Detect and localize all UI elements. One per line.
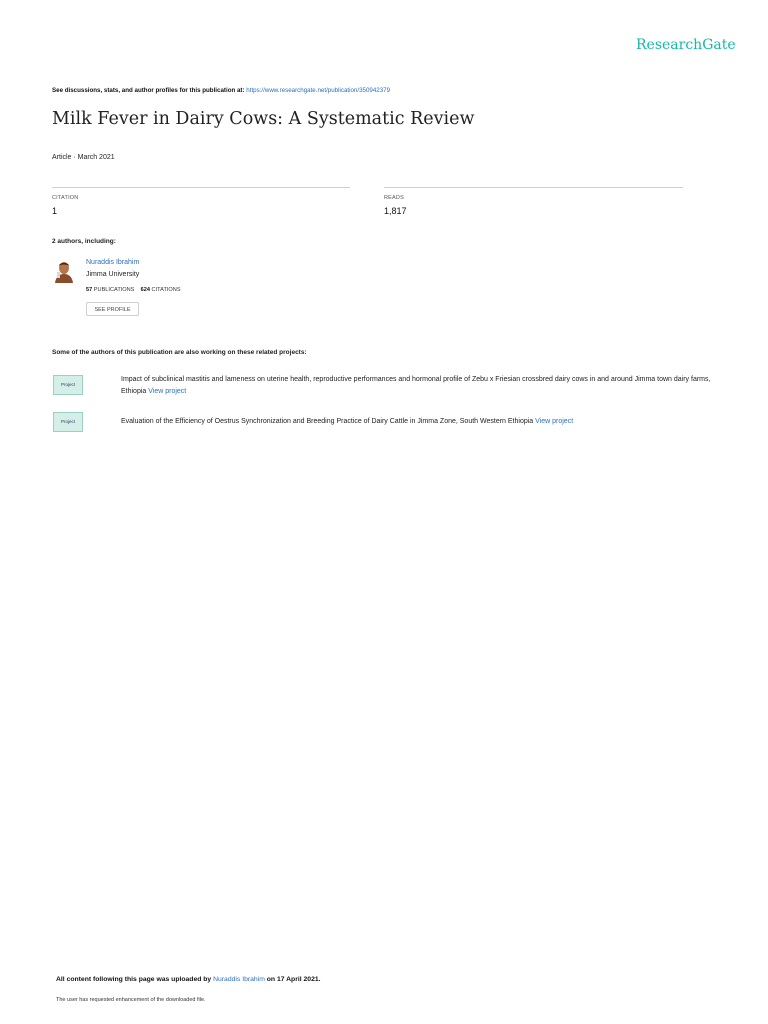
upload-notice — [56, 976, 321, 983]
upload-date: on 17 April 2021. — [266, 976, 321, 983]
uploader-link[interactable]: Nuraddis Ibrahim — [213, 976, 265, 983]
publication-url-link[interactable]: https://www.researchgate.net/publication/350942379 — [246, 87, 391, 94]
discussion-line — [52, 87, 390, 94]
project-description: Impact of subclinical mastitis and lameness on uterine health, reproductive performances and hormonal profile of Zebu x Friesian crossbred dairy cows in and around Jimma town dairy farms, Ethiopia — [121, 376, 711, 395]
related-projects-heading: Some of the authors of this publication are also working on these related projects: — [52, 349, 307, 356]
citation-label: CITATION — [52, 195, 79, 201]
citation-count: 1 — [52, 206, 58, 216]
publications-label: PUBLICATIONS — [93, 287, 135, 293]
project-thumbnail[interactable]: Project — [53, 375, 83, 395]
project-item — [121, 416, 721, 428]
publication-meta: Article · March 2021 — [52, 154, 115, 161]
author-avatar[interactable] — [53, 259, 75, 283]
upload-prefix: All content following this page was uploaded by — [56, 976, 212, 983]
enhancement-note: The user has requested enhancement of the downloaded file. — [56, 997, 206, 1003]
authors-heading: 2 authors, including: — [52, 238, 116, 245]
reads-label: READS — [384, 195, 404, 201]
author-institution: Jimma University — [86, 271, 140, 278]
reads-divider — [384, 187, 683, 188]
view-project-link[interactable]: View project — [535, 418, 574, 425]
see-profile-button[interactable]: SEE PROFILE — [86, 302, 139, 316]
view-project-link[interactable]: View project — [148, 388, 187, 395]
publications-count: 57 — [86, 287, 93, 293]
author-citations-count: 624 — [140, 287, 150, 293]
project-description: Evaluation of the Efficiency of Oestrus Synchronization and Breeding Practice of Dairy Cattle in Jimma Zone, South Western Ethiopia — [121, 418, 534, 425]
author-name-link[interactable]: Nuraddis Ibrahim — [86, 259, 140, 266]
citation-divider — [52, 187, 350, 188]
author-stats — [86, 287, 181, 293]
reads-count: 1,817 — [384, 206, 407, 216]
publication-title: Milk Fever in Dairy Cows: A Systematic Review — [52, 109, 475, 129]
project-item — [121, 374, 721, 398]
discussion-prefix: See discussions, stats, and author profiles for this publication at: — [52, 87, 245, 94]
researchgate-logo[interactable]: ResearchGate — [636, 37, 736, 53]
project-thumbnail[interactable]: Project — [53, 412, 83, 432]
author-citations-label: CITATIONS — [151, 287, 181, 293]
